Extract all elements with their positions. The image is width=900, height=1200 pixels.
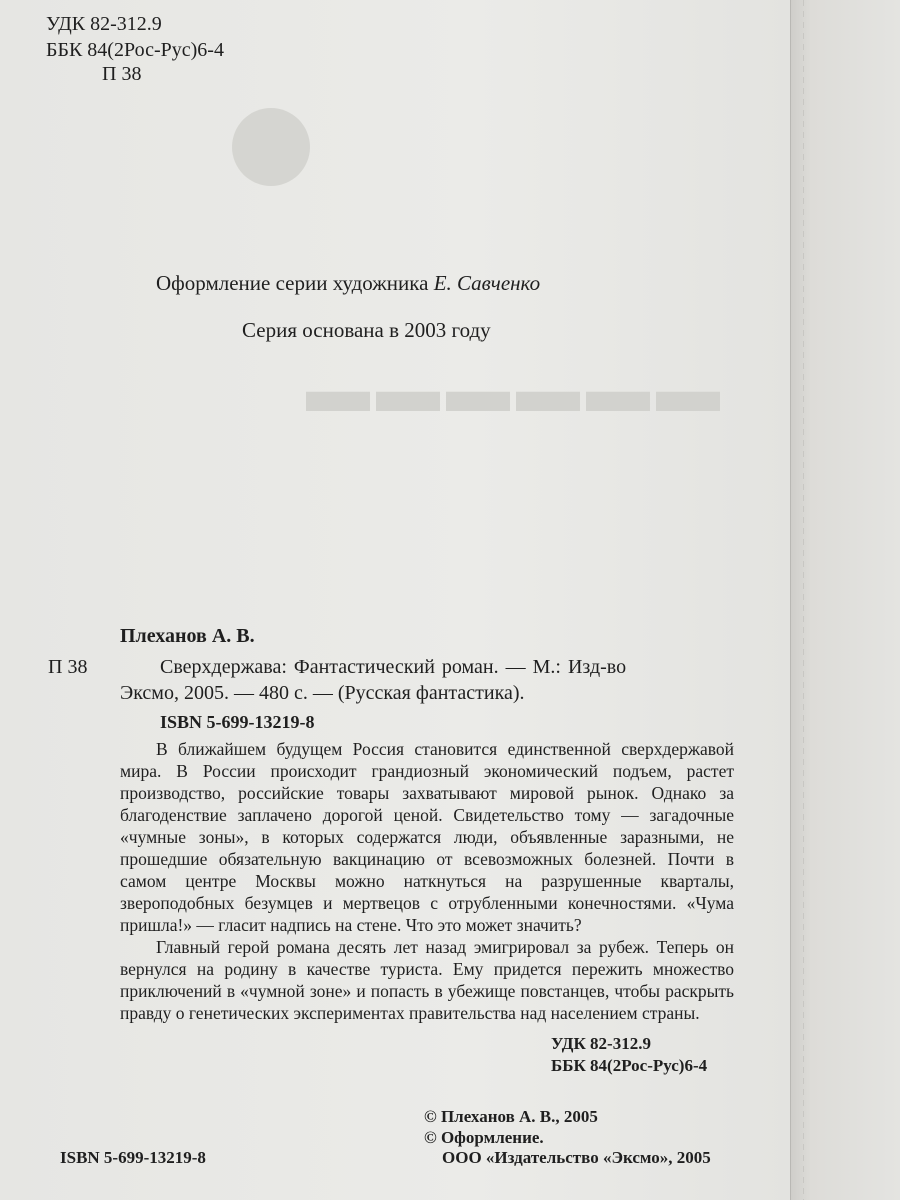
page-edge-line [803, 0, 804, 1200]
catalog-author: Плеханов А. В. [120, 625, 255, 647]
copyright-author: © Плеханов А. В., 2005 [424, 1107, 598, 1126]
series-founded: Серия основана в 2003 году [242, 318, 491, 342]
annotation-paragraph-2: Главный герой романа десять лет назад эмигрировал за рубеж. Теперь он вернулся на родину в качестве туриста. Ему придется пережить множество приключений в «чумной зоне» и попасть в убежище повстанцев, чтобы раскрыть правду о генетических экспериментах правительства над населением страны. [120, 937, 734, 1023]
copyright-publisher: ООО «Издательство «Эксмо», 2005 [442, 1148, 711, 1167]
catalog-bib-line-2: Эксмо, 2005. — 480 с. — (Русская фантастика). [120, 682, 525, 704]
series-artist-name: Е. Савченко [433, 271, 541, 295]
copyright-design: © Оформление. [424, 1128, 544, 1147]
catalog-bib-line-1: Сверхдержава: Фантастический роман. — М.: Изд-во [160, 656, 627, 678]
annotation-paragraph-1: В ближайшем будущем Россия становится единственной сверхдержавой мира. В России происходит грандиозный экономический подъем, растет производство, российские товары захватывают мировой рынок. Однако за благоденствие заплачено дорогой ценой. Свидетельство тому — загадочные «чумные зоны», в которых содержатся люди, объявленные заразными, не прошедшие обязательную вакцинацию от всевозможных болезней. Почти в самом центре Москвы можно наткнуться на разрушенные кварталы, звероподобных безумцев и мертвецов с отрубленными конечностями. «Чума пришла!» — гласит надпись на стене. Что это может значить? [120, 739, 734, 935]
catalog-bbk: ББК 84(2Рос-Рус)6-4 [551, 1056, 708, 1075]
footer-isbn: ISBN 5-699-13219-8 [60, 1148, 206, 1167]
series-design-prefix: Оформление серии художника [156, 271, 434, 295]
catalog-author-mark: П 38 [48, 656, 88, 678]
show-through-circle [232, 108, 310, 186]
book-annotation [120, 738, 734, 1024]
show-through-shape: ▬▬▬▬▬▬ [300, 353, 720, 425]
series-design-credit [156, 273, 540, 294]
udk-code-top: УДК 82-312.9 [46, 13, 162, 35]
catalog-isbn: ISBN 5-699-13219-8 [160, 712, 315, 732]
catalog-udk: УДК 82-312.9 [551, 1034, 651, 1053]
author-mark-top: П 38 [102, 63, 142, 85]
bbk-code-top: ББК 84(2Рос-Рус)6-4 [46, 39, 224, 61]
adjacent-page-edge [790, 0, 900, 1200]
